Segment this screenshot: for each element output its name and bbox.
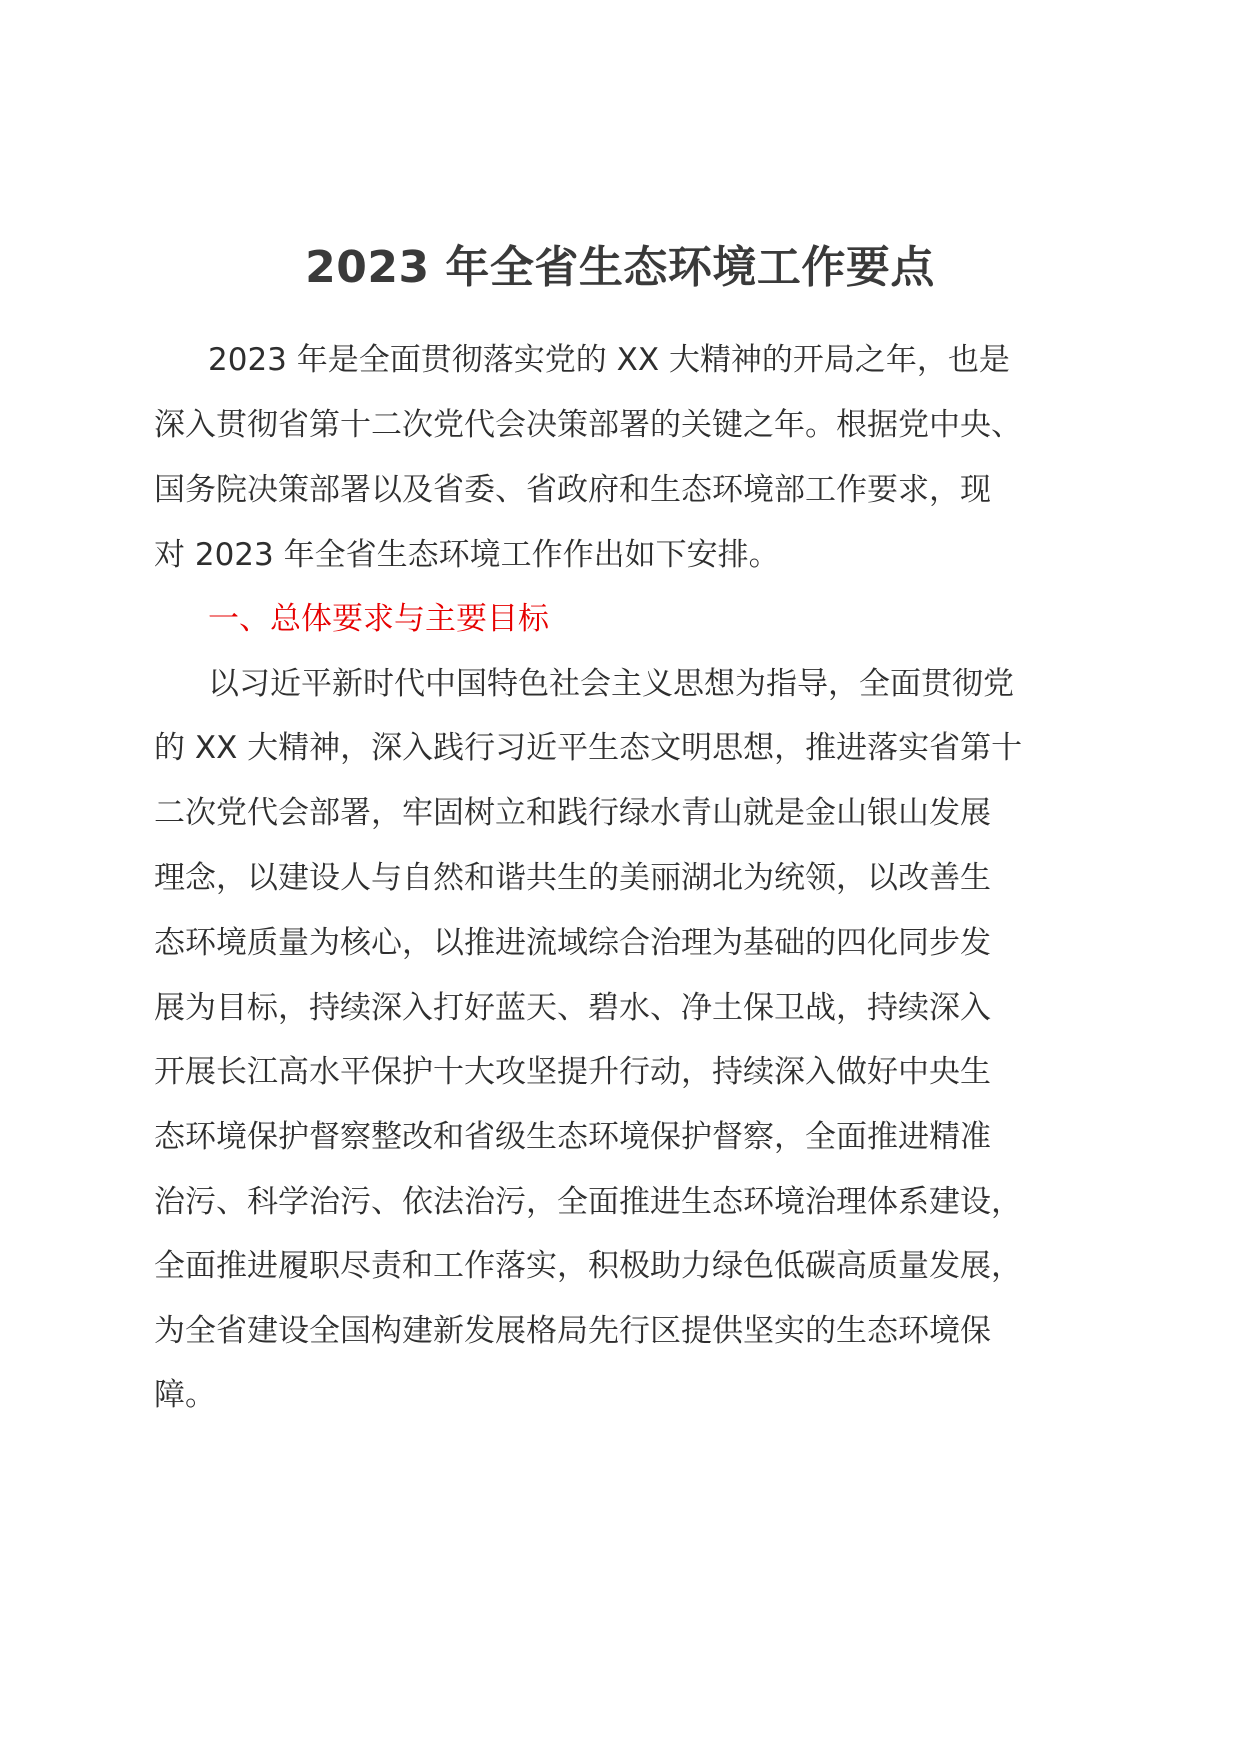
body-line-7: 开展长江高水平保护十大攻坚提升行动，持续深入做好中央生 — [154, 1054, 991, 1090]
intro-line-3: 国务院决策部署以及省委、省政府和生态环境部工作要求，现 — [154, 472, 991, 508]
body-line-3: 二次党代会部署，牢固树立和践行绿水青山就是金山银山发展 — [154, 795, 991, 831]
body-line-10: 全面推进履职尽责和工作落实，积极助力绿色低碳高质量发展， — [154, 1248, 1022, 1284]
body-line-9: 治污、科学治污、依法治污，全面推进生态环境治理体系建设， — [154, 1184, 1022, 1220]
section-heading: 一、总体要求与主要目标 — [208, 601, 549, 637]
body-line-6: 展为目标，持续深入打好蓝天、碧水、净土保卫战，持续深入 — [154, 990, 991, 1026]
intro-line-2: 深入贯彻省第十二次党代会决策部署的关键之年。根据党中央、 — [154, 407, 1022, 443]
body-line-12: 障。 — [154, 1377, 216, 1413]
body-line-5: 态环境质量为核心，以推进流域综合治理为基础的四化同步发 — [154, 925, 991, 961]
body-line-2: 的 XX 大精神，深入践行习近平生态文明思想，推进落实省第十 — [154, 730, 1023, 766]
body-line-1: 以习近平新时代中国特色社会主义思想为指导，全面贯彻党 — [208, 666, 1014, 702]
body-line-11: 为全省建设全国构建新发展格局先行区提供坚实的生态环境保 — [154, 1313, 991, 1349]
intro-line-1: 2023 年是全面贯彻落实党的 XX 大精神的开局之年，也是 — [208, 342, 1010, 378]
intro-line-4: 对 2023 年全省生态环境工作作出如下安排。 — [154, 537, 780, 573]
body-line-4: 理念，以建设人与自然和谐共生的美丽湖北为统领，以改善生 — [154, 860, 991, 896]
document-title: 2023 年全省生态环境工作要点 — [305, 242, 935, 293]
body-line-8: 态环境保护督察整改和省级生态环境保护督察，全面推进精准 — [154, 1119, 991, 1155]
